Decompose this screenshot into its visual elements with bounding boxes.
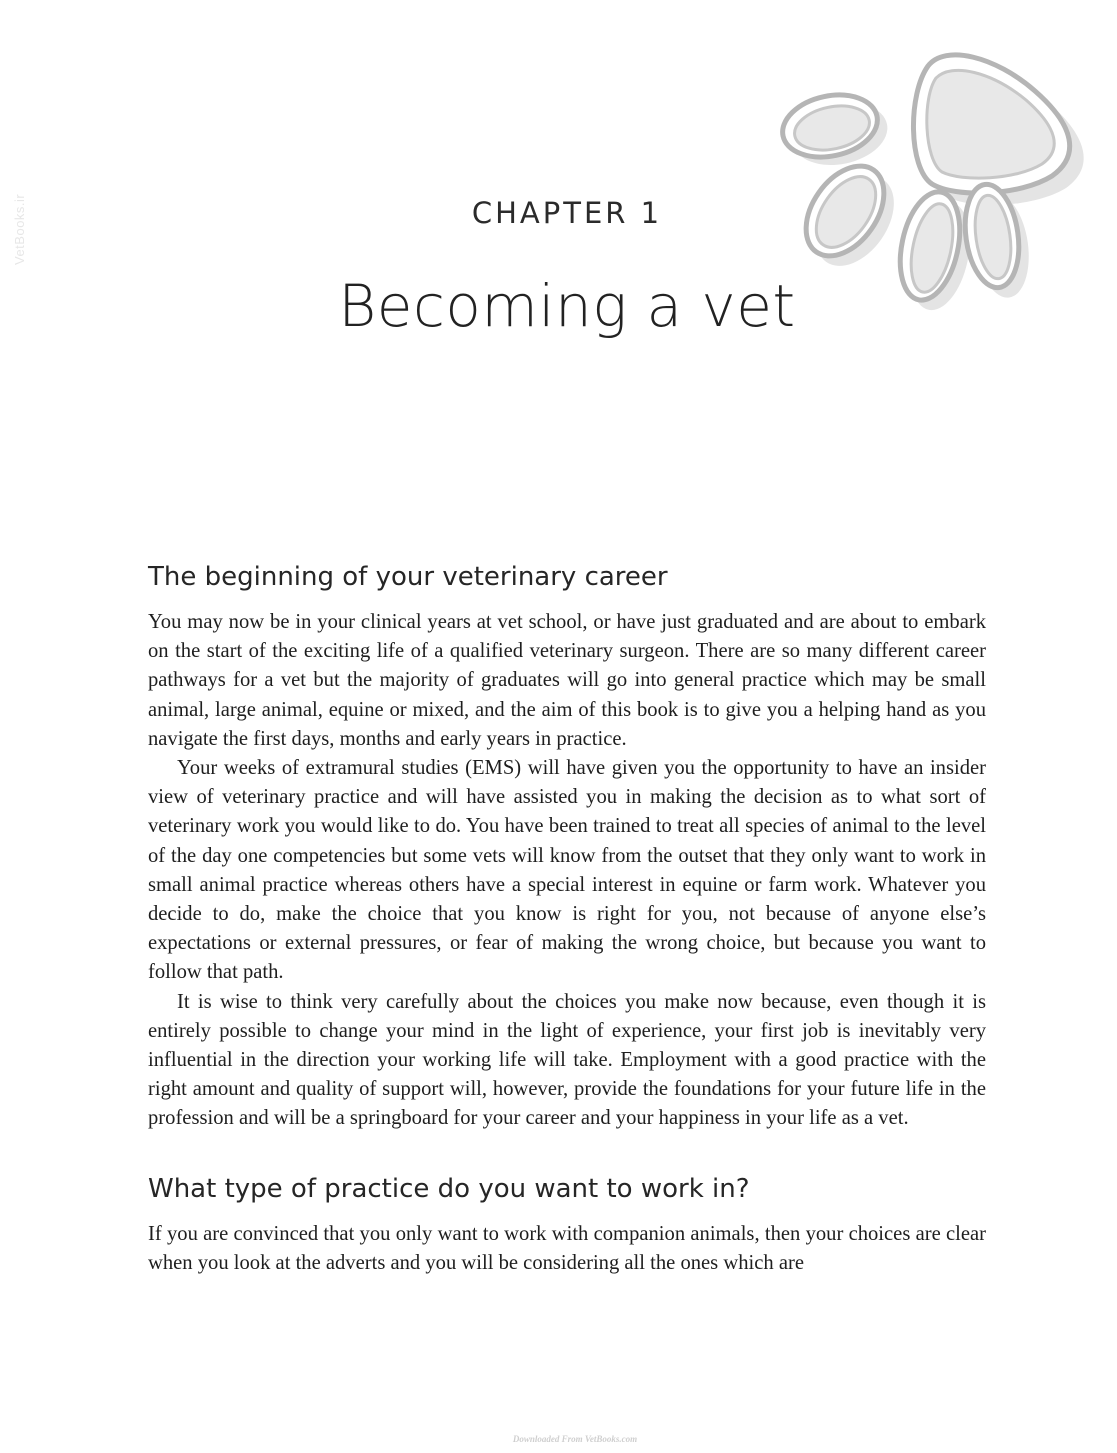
paragraph: If you are convinced that you only want to work with companion animals, then your choices are clear when you look at the adverts and you will be considering all the ones which are bbox=[148, 1222, 986, 1274]
chapter-body bbox=[148, 558, 986, 1278]
side-watermark: VetBooks.ir bbox=[12, 193, 27, 265]
paragraph: Your weeks of extramural studies (EMS) will have given you the opportunity to have an insider view of veterinary practice and will have assisted you in making the decision as to what sort of veterinary work you would like to do. You have been trained to treat all species of animal to the level of the day one competencies but some vets will know from the outset that they only want to work in small animal practice whereas others have a special interest in equine or farm work. Whatever you decide to do, make the choice that you know is right for you, not because of anyone else’s expectations or external pressures, or fear of making the wrong choice, but because you want to follow that path. bbox=[148, 757, 986, 984]
paragraph: You may now be in your clinical years at vet school, or have just graduated and are about to embark on the start of the exciting life of a qualified veterinary surgeon. There are so many different career pathways for a vet but the majority of graduates will go into general practice which may be small animal, large animal, equine or mixed, and the aim of this book is to give you a helping hand as you navigate the first days, months and early years in practice. bbox=[148, 611, 986, 750]
footer-watermark: Downloaded From VetBooks.com bbox=[512, 1434, 638, 1444]
section-heading: The beginning of your veterinary career bbox=[148, 562, 668, 592]
chapter-label: CHAPTER 1 bbox=[471, 196, 663, 230]
section-heading: What type of practice do you want to work in? bbox=[148, 1173, 750, 1204]
paragraph: It is wise to think very carefully about the choices you make now because, even though it is entirely possible to change your mind in the light of experience, your first job is inevitably very influential in the direction your working life will take. Employment with a good practice with the right amount and quality of support will, however, provide the foundations for your future life in the profession and will be a springboard for your career and your happiness in your life as a vet. bbox=[148, 990, 986, 1130]
chapter-title: Becoming a vet bbox=[338, 272, 796, 340]
